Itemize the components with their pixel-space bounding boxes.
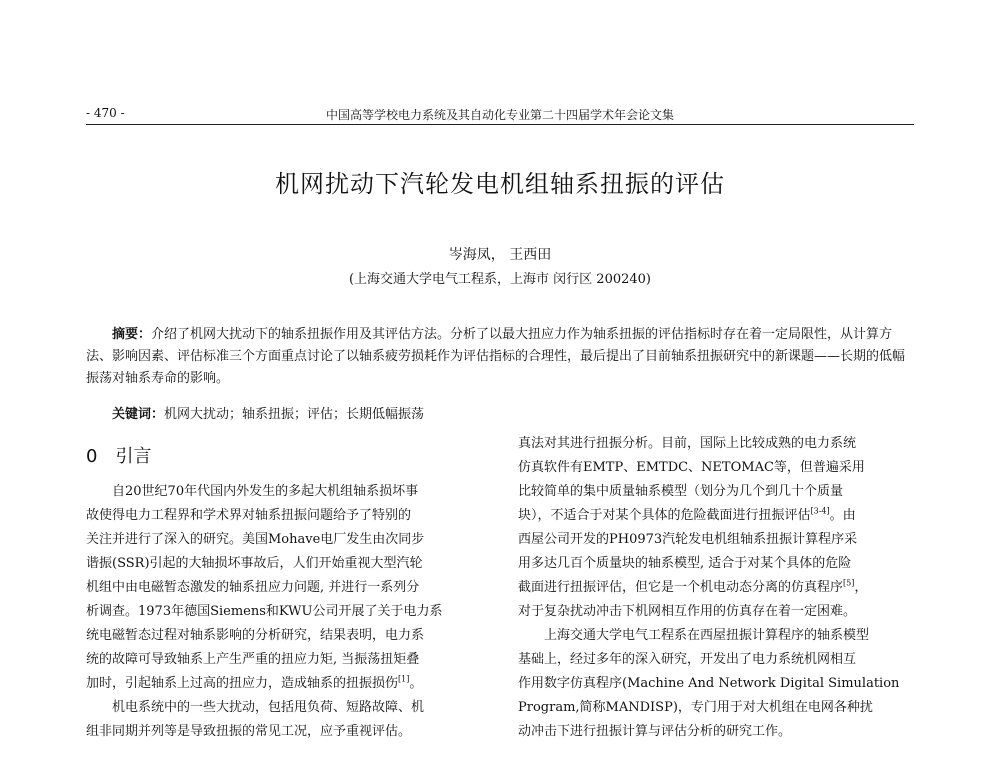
body-line-text: 自20世纪70年代国内外发生的多起大机组轴系损坏事: [112, 484, 419, 499]
body-line: [518, 456, 912, 480]
body-line: [86, 480, 480, 504]
body-line: [86, 720, 480, 744]
body-line: [518, 624, 912, 648]
left-column: [86, 480, 480, 744]
body-line-text: 上海交通大学电气工程系在西屋扭振计算程序的轴系模型: [544, 628, 870, 643]
body-line-text: 组非同期并列等是导致扭振的常见工况，应予重视评估。: [86, 724, 412, 739]
header-rule: [86, 124, 914, 125]
body-line-punct: ，: [854, 580, 868, 595]
abstract-label: 摘要：: [112, 327, 152, 342]
body-line-punct: 。: [409, 676, 423, 691]
body-line: [518, 720, 912, 744]
body-line-punct: 。由: [829, 508, 856, 523]
body-line-text: 机组中由电磁暂态激发的轴系扭应力问题, 并进行一系列分: [86, 580, 420, 595]
body-line-text: 仿真软件有EMTP、EMTDC、NETOMAC等，但普遍采用: [518, 460, 865, 475]
paper-authors: 岑海凤， 王西田: [448, 247, 552, 263]
body-line: [518, 648, 912, 672]
body-line: [86, 624, 480, 648]
body-line-text: 统的故障可导致轴系上产生严重的扭应力矩, 当振荡扭矩叠: [86, 652, 420, 667]
body-line-text: 块），不适合于对某个具体的危险截面进行扭振评估: [518, 508, 811, 523]
running-title: 中国高等学校电力系统及其自动化专业第二十四届学术年会论文集: [325, 108, 674, 122]
body-line: [86, 528, 480, 552]
body-line-text: 动冲击下进行扭振计算与评估分析的研究工作。: [518, 724, 792, 739]
body-line: [86, 648, 480, 672]
body-line: [518, 672, 912, 696]
body-line: [86, 600, 480, 624]
body-line-text: 统电磁暂态过程对轴系影响的分析研究，结果表明，电力系: [86, 628, 425, 643]
section-title: 引言: [115, 446, 152, 467]
right-column: [518, 432, 912, 744]
page-number: - 470 -: [86, 106, 125, 120]
body-line-text: 比较简单的集中质量轴系模型（划分为几个到几十个质量: [518, 484, 844, 499]
abstract: [86, 324, 914, 390]
body-line: [86, 672, 480, 696]
body-line-text: 用多达几百个质量块的轴系模型, 适合于对某个具体的危险: [518, 556, 852, 571]
body-line: [518, 480, 912, 504]
body-line: [86, 552, 480, 576]
body-line-text: 谐振(SSR)引起的大轴损坏事故后，人们开始重视大型汽轮: [86, 556, 423, 571]
body-line: [518, 528, 912, 552]
body-line-text: 真法对其进行扭振分析。目前，国际上比较成熟的电力系统: [518, 436, 857, 451]
citation-ref: [5]: [843, 578, 855, 588]
paper-title: 机网扰动下汽轮发电机组轴系扭振的评估: [275, 170, 725, 198]
body-line-text: 机电系统中的一些大扰动，包括甩负荷、短路故障、机: [112, 700, 425, 715]
citation-ref: [3-4]: [810, 506, 830, 516]
body-line: [518, 552, 912, 576]
citation-ref: [1]: [398, 674, 410, 684]
body-line-text: 截面进行扭振评估，但它是一个机电动态分离的仿真程序: [518, 580, 844, 595]
paper-affiliation: (上海交通大学电气工程系，上海市 闵行区 200240): [348, 272, 652, 287]
body-line-text: 析调查。1973年德国Siemens和KWU公司开展了关于电力系: [86, 604, 443, 619]
section-number: 0: [86, 446, 98, 467]
keywords-label: 关键词：: [112, 407, 165, 422]
body-line-text: 作用数字仿真程序(Machine And Network Digital Simulation: [518, 676, 900, 691]
body-line: [518, 696, 912, 720]
body-line-text: 关注并进行了深入的研究。美国Mohave电厂发生由次同步: [86, 532, 425, 547]
section-heading: [86, 442, 151, 468]
body-line: [518, 432, 912, 456]
body-line: [86, 504, 480, 528]
body-line: [518, 576, 912, 600]
body-line: [86, 696, 480, 720]
body-line-text: 对于复杂扰动冲击下机网相互作用的仿真存在着一定困难。: [518, 604, 857, 619]
body-line-text: 加时，引起轴系上过高的扭应力，造成轴系的扭振损伤: [86, 676, 399, 691]
body-line-text: 西屋公司开发的PH0973汽轮发电机组轴系扭振计算程序采: [518, 532, 858, 547]
body-line-text: Program,简称MANDISP)，专门用于对大机组在电网各种扰: [518, 700, 873, 715]
body-line: [86, 576, 480, 600]
body-line: [518, 600, 912, 624]
keywords: [112, 404, 424, 426]
keywords-text: 机网大扰动；轴系扭振；评估；长期低幅振荡: [164, 407, 425, 422]
body-line-text: 故使得电力工程界和学术界对轴系扭振问题给予了特别的: [86, 508, 412, 523]
body-line: [518, 504, 912, 528]
body-line-text: 基础上，经过多年的深入研究，开发出了电力系统机网相互: [518, 652, 857, 667]
abstract-text: 介绍了机网大扰动下的轴系扭振作用及其评估方法。分析了以最大扭应力作为轴系扭振的评估指标时存在着一定局限性，从计算方法、影响因素、评估标准三个方面重点讨论了以轴系疲劳损耗作为评估指标的合理性，最后提出了目前轴系扭振研究中的新课题——长期的低幅振荡对轴系寿命的影响。: [86, 327, 906, 386]
